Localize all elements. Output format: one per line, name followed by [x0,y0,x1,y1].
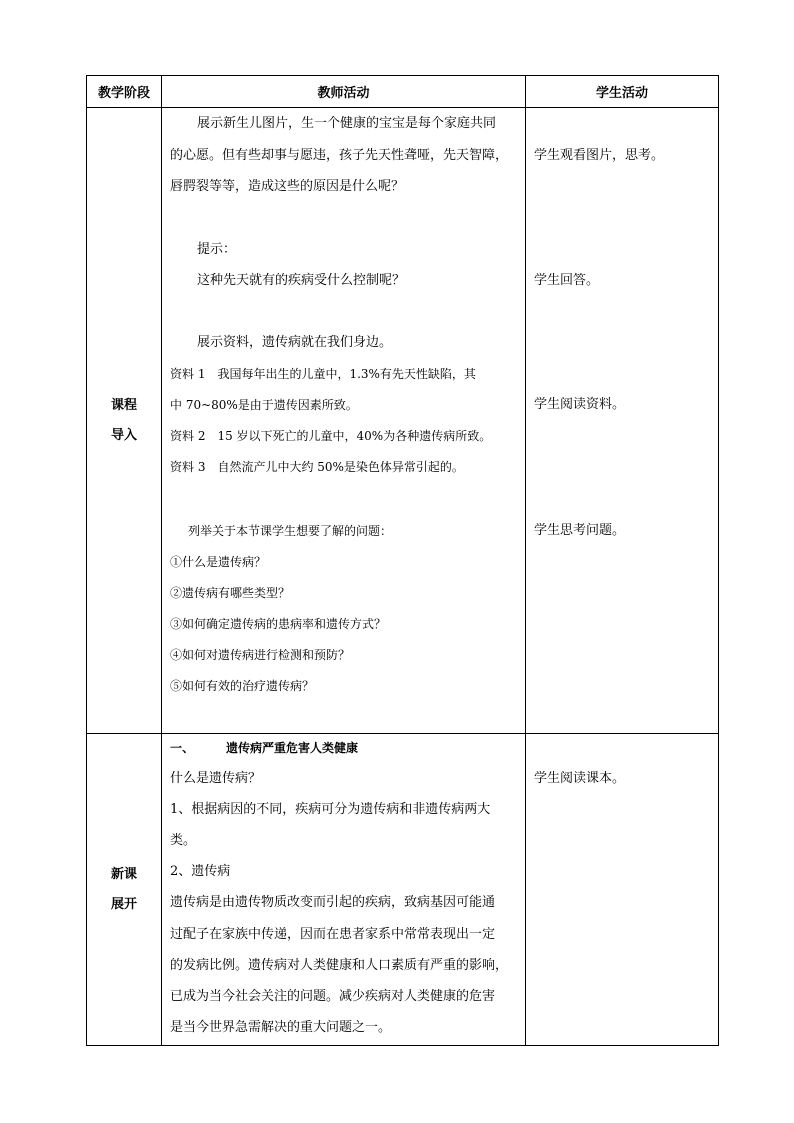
stage-label-line: 导入 [110,427,137,443]
teacher-line: 2、遗传病 [170,864,231,879]
section-heading: 遗传病严重危害人类健康 [226,741,359,755]
teacher-line: 提示： [197,242,237,257]
teacher-line: ②遗传病有哪些类型？ [170,586,291,600]
student-line: 学生回答。 [534,273,600,288]
teacher-line: 展示资料，遗传病就在我们身边。 [197,335,393,350]
teacher-line: ④如何对遗传病进行检测和预防？ [170,648,351,662]
stage-label-line: 课程 [110,397,137,413]
teacher-line: 过配子在家族中传递，因而在患者家系中常常表现出一定 [170,927,496,942]
teacher-line: 列举关于本节课学生想要了解的问题： [188,524,393,538]
lesson-plan-table [86,75,719,1046]
student-line: 学生阅读课本。 [534,771,626,786]
teacher-line: 已成为当今社会关注的问题。减少疾病对人类健康的危害 [170,989,496,1004]
teacher-line: 资料 1 我国每年出生的儿童中，1.3%有先天性缺陷，其 [170,367,476,381]
teacher-line: 这种先天就有的疾病受什么控制呢？ [197,273,406,288]
section-row-new-lesson [87,734,719,1046]
section-row-intro [87,108,719,734]
teacher-line: 类。 [170,833,197,848]
teacher-line: 中 70~80%是由于遗传因素所致。 [170,398,358,412]
teacher-cell-intro [162,108,526,734]
stage-cell-intro [87,108,162,734]
teacher-line: 是当今世界急需解决的重大问题之一。 [170,1020,392,1035]
header-student: 学生活动 [526,76,719,108]
teacher-line: 资料 3 自然流产儿中大约 50%是染色体异常引起的。 [170,460,464,474]
teacher-line: 唇腭裂等等，造成这些的原因是什么呢？ [170,179,405,194]
teacher-line: 的心愿。但有些却事与愿违，孩子先天性聋哑，先天智障， [170,148,509,163]
teacher-line: 什么是遗传病？ [170,771,262,786]
stage-label-line: 新课 [110,866,137,882]
student-cell-intro [526,108,719,734]
header-teacher: 教师活动 [162,76,526,108]
stage-cell-new-lesson [87,734,162,1046]
teacher-line: 1、根据病因的不同，疾病可分为遗传病和非遗传病两大 [170,802,491,817]
student-line: 学生思考问题。 [534,523,626,538]
teacher-line: 资料 2 15 岁以下死亡的儿童中，40%为各种遗传病所致。 [170,429,492,443]
teacher-line: 的发病比例。遗传病对人类健康和人口素质有严重的影响， [170,958,509,973]
header-row [87,76,719,108]
teacher-line: 展示新生儿图片，生一个健康的宝宝是每个家庭共同 [197,116,497,131]
teacher-line: ③如何确定遗传病的患病率和遗传方式？ [170,617,387,631]
header-stage: 教学阶段 [87,76,162,108]
teacher-line: ⑤如何有效的治疗遗传病？ [170,679,315,693]
teacher-cell-new-lesson [162,734,526,1046]
student-cell-new-lesson [526,734,719,1046]
section-heading-number: 一、 [170,741,195,755]
teacher-line: 遗传病是由遗传物质改变而引起的疾病，致病基因可能通 [170,895,496,910]
teacher-line: ①什么是遗传病？ [170,555,267,569]
stage-label-line: 展开 [110,896,137,912]
student-line: 学生阅读资料。 [534,397,626,412]
student-line: 学生观看图片，思考。 [534,148,665,163]
